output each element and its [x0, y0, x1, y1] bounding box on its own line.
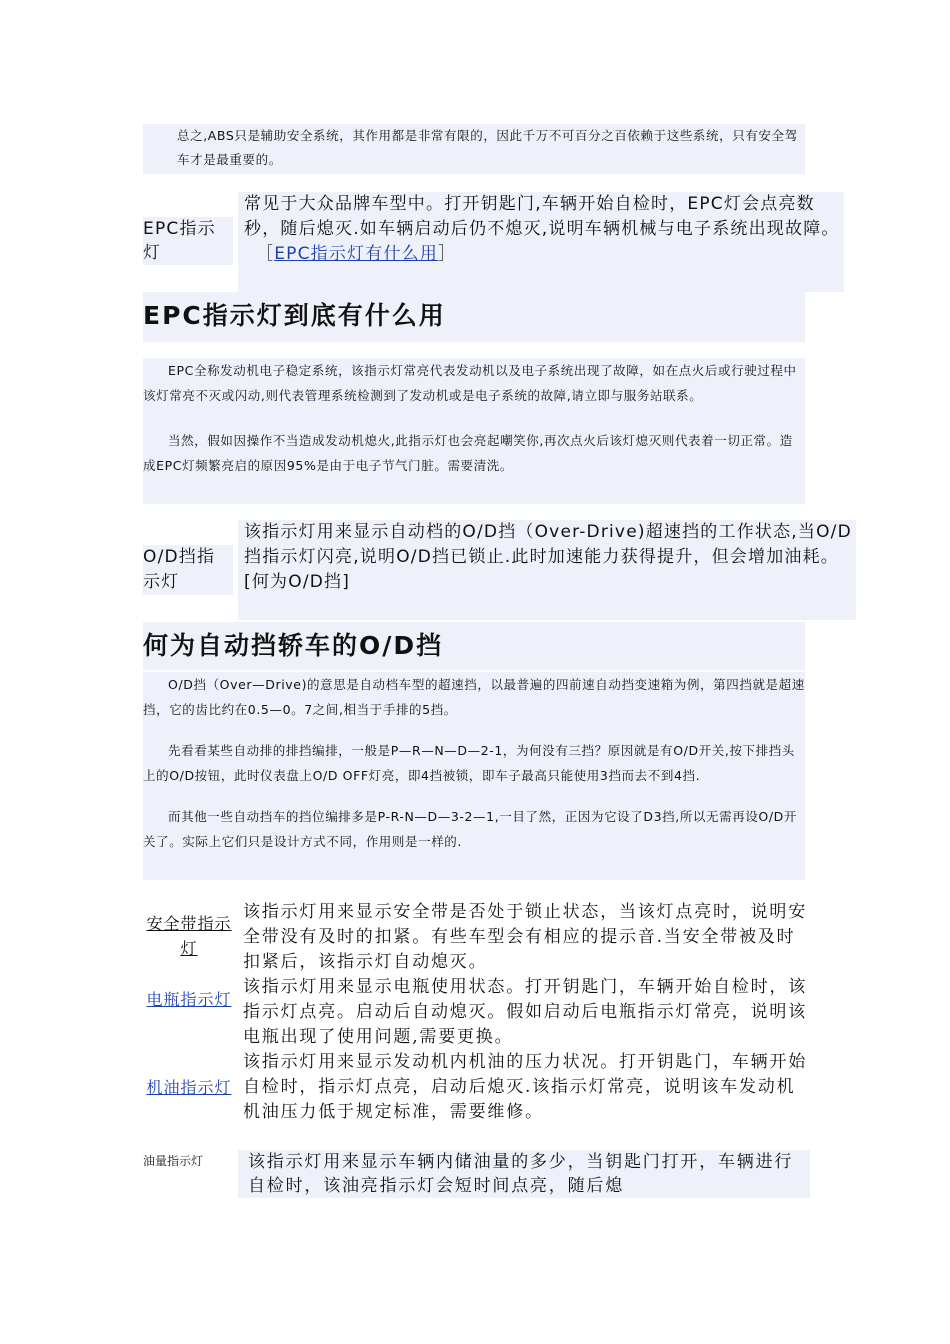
epc-section-heading: EPC指示灯到底有什么用 — [143, 292, 805, 342]
seatbelt-description: 该指示灯用来显示安全带是否处于锁止状态，当该灯点亮时，说明安全带没有及时的扣紧。有些车型会有相应的提示音.当安全带被及时扣紧后，该指示灯自动熄灭。 — [243, 902, 807, 972]
epc-label — [143, 217, 233, 265]
od-section-para2: 先看看某些自动排的排挡编排，一般是P—R—N—D—2-1，为何没有三挡？原因就是有O/D开关,按下排挡头上的O/D按钮，此时仪表盘上O/D OFF灯亮，即4挡被锁，即车子最高只能使用3挡而去不到4挡. — [143, 743, 795, 783]
epc-label-text: EPC指示灯 — [143, 219, 216, 263]
od-link[interactable]: [何为O/D挡] — [244, 572, 351, 592]
seatbelt-label — [143, 911, 235, 961]
epc-bracket-close: ］ — [438, 244, 457, 264]
od-description — [238, 520, 856, 620]
fuel-description: 该指示灯用来显示车辆内储油量的多少，当钥匙门打开，车辆进行自检时，该油亮指示灯会短时间点亮，随后熄 — [238, 1150, 810, 1198]
epc-section-para1: EPC全称发动机电子稳定系统，该指示灯常亮代表发动机以及电子系统出现了故障，如在点火后或行驶过程中该灯常亮不灭或闪动,则代表管理系统检测到了发动机或是电子系统的故障,请立即与服务站联系。 — [143, 363, 797, 403]
seatbelt-label-text[interactable]: 安全带指示灯 — [146, 914, 232, 958]
epc-section-body — [143, 358, 805, 504]
battery-label — [143, 987, 235, 1037]
epc-bracket-open: ［ — [256, 244, 275, 264]
battery-label-text[interactable]: 电瓶指示灯 — [146, 990, 232, 1009]
od-label-text: O/D挡指示灯 — [143, 547, 216, 592]
od-text: 该指示灯用来显示自动档的O/D挡（Over-Drive)超速挡的工作状态,当O/D挡指示灯闪亮,说明O/D挡已锁止.此时加速能力获得提升，但会增加油耗。 — [244, 522, 852, 567]
abs-note: 总之,ABS只是辅助安全系统，其作用都是非常有限的，因此千万不可百分之百依赖于这些系统，只有安全驾车才是最重要的。 — [143, 124, 805, 174]
epc-text: 常见于大众品牌车型中。打开钥匙门,车辆开始自检时，EPC灯会点亮数秒，随后熄灭.如车辆启动后仍不熄灭,说明车辆机械与电子系统出现故障。 — [244, 194, 840, 239]
od-section-para1: O/D挡（Over—Drive)的意思是自动档车型的超速挡，以最普遍的四前速自动挡变速箱为例，第四挡就是超速挡，它的齿比约在0.5—0。7之间,相当于手排的5挡。 — [143, 677, 805, 717]
epc-link[interactable]: EPC指示灯有什么用 — [274, 244, 439, 264]
fuel-label — [143, 1152, 238, 1174]
oil-description: 该指示灯用来显示发动机内机油的压力状况。打开钥匙门，车辆开始自检时，指示灯点亮，启动后熄灭.该指示灯常亮，说明该车发动机机油压力低于规定标准，需要维修。 — [243, 1052, 807, 1122]
fuel-label-text: 油量指示灯 — [143, 1154, 204, 1168]
oil-label — [143, 1075, 235, 1125]
od-label — [143, 545, 233, 595]
epc-section-para2: 当然，假如因操作不当造成发动机熄火,此指示灯也会亮起嘲笑你,再次点火后该灯熄灭则代表着一切正常。造成EPC灯频繁亮启的原因95%是由于电子节气门脏。需要清洗。 — [143, 433, 793, 473]
epc-link-line — [244, 242, 844, 267]
od-section-heading: 何为自动挡轿车的O/D挡 — [143, 622, 805, 670]
od-section-para3: 而其他一些自动挡车的挡位编排多是P-R-N—D—3-2—1,一目了然，正因为它设了D3挡,所以无需再设O/D开关了。实际上它们只是设计方式不同，作用则是一样的. — [143, 809, 798, 849]
oil-label-text[interactable]: 机油指示灯 — [146, 1078, 232, 1097]
epc-description — [238, 192, 844, 292]
od-section-body — [143, 672, 805, 880]
battery-description: 该指示灯用来显示电瓶使用状态。打开钥匙门，车辆开始自检时，该指示灯点亮。启动后自动熄灭。假如启动后电瓶指示灯常亮，说明该电瓶出现了使用问题,需要更换。 — [243, 977, 807, 1047]
